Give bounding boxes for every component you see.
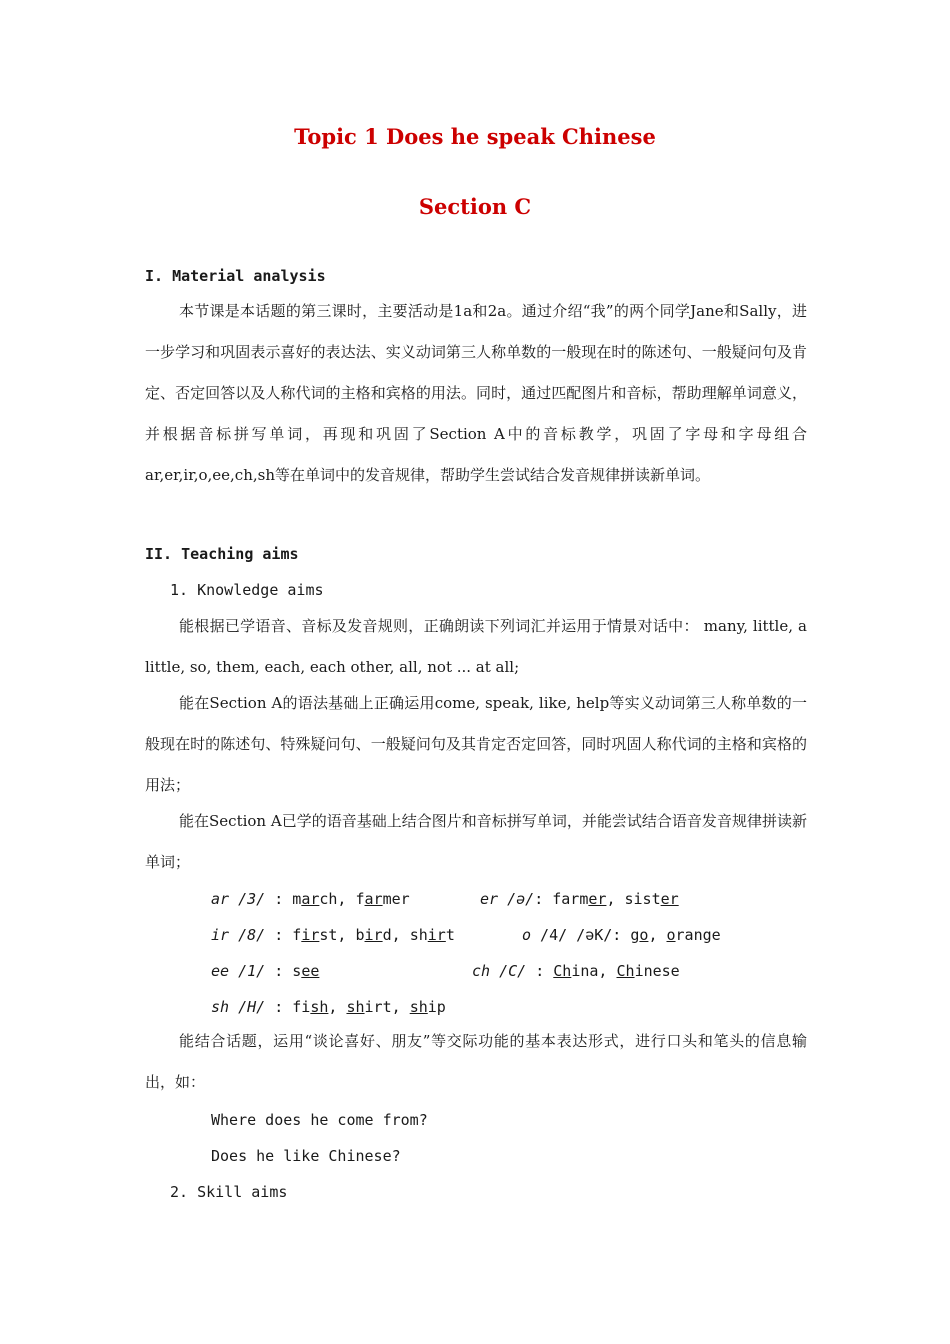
knowledge-aims-paragraph-2: 能在Section A的语法基础上正确运用come, speak, like, help等实义动词第三人称单数的一般现在时的陈述句、特殊疑问句、一般疑问句及其肯定否定回答，同时巩固人称代词的主格和宾格的用法； bbox=[145, 694, 807, 794]
phonics-sh: sh /H/ : fish, shirt, ship bbox=[211, 998, 446, 1016]
knowledge-aims-paragraph-1: 能根据已学语音、音标及发音规则，正确朗读下列词汇并运用于情景对话中： many, little, a little, so, them, each, each other, all, not ... at all; bbox=[145, 617, 807, 676]
material-analysis-paragraph: 本节课是本话题的第三课时，主要活动是1a和2a。通过介绍“我”的两个同学Jane和Sally，进一步学习和巩固表示喜好的表达法、实义动词第三人称单数的一般现在时的陈述句、一般疑问句及肯定、否定回答以及人称代词的主格和宾格的用法。同时，通过匹配图片和音标，帮助理解单词意义，并根据音标拼写单词，再现和巩固了Section A中的音标教学，巩固了字母和字母组合ar,er,ir,o,ee,ch,sh等在单词中的发音规律，帮助学生尝试结合发音规律拼读新单词。 bbox=[145, 302, 807, 484]
example-sentence-1: Where does he come from? bbox=[211, 1111, 428, 1129]
skill-aims-subheading: 2. Skill aims bbox=[170, 1183, 288, 1201]
teaching-aims-heading: II. Teaching aims bbox=[145, 545, 299, 563]
document-title: Topic 1 Does he speak Chinese bbox=[294, 124, 656, 149]
knowledge-aims-paragraph-4: 能结合话题，运用“谈论喜好、朋友”等交际功能的基本表达形式，进行口头和笔头的信息输出，如： bbox=[145, 1032, 807, 1091]
phonics-er: er /ə/: farmer, sister bbox=[480, 890, 679, 908]
example-sentence-2: Does he like Chinese? bbox=[211, 1147, 401, 1165]
phonics-ar: ar /3/ : march, farmer bbox=[211, 890, 410, 908]
phonics-ch: ch /C/ : China, Chinese bbox=[472, 962, 680, 980]
document-subtitle: Section C bbox=[418, 194, 532, 219]
phonics-o: o /4/ /əK/: go, orange bbox=[522, 926, 721, 944]
phonics-ir: ir /8/ : first, bird, shirt bbox=[211, 926, 455, 944]
phonics-ee: ee /1/ : see bbox=[211, 962, 320, 980]
material-analysis-heading: I. Material analysis bbox=[145, 267, 326, 285]
knowledge-aims-subheading: 1. Knowledge aims bbox=[170, 581, 324, 599]
knowledge-aims-paragraph-3: 能在Section A已学的语音基础上结合图片和音标拼写单词，并能尝试结合语音发音规律拼读新单词； bbox=[145, 812, 807, 871]
